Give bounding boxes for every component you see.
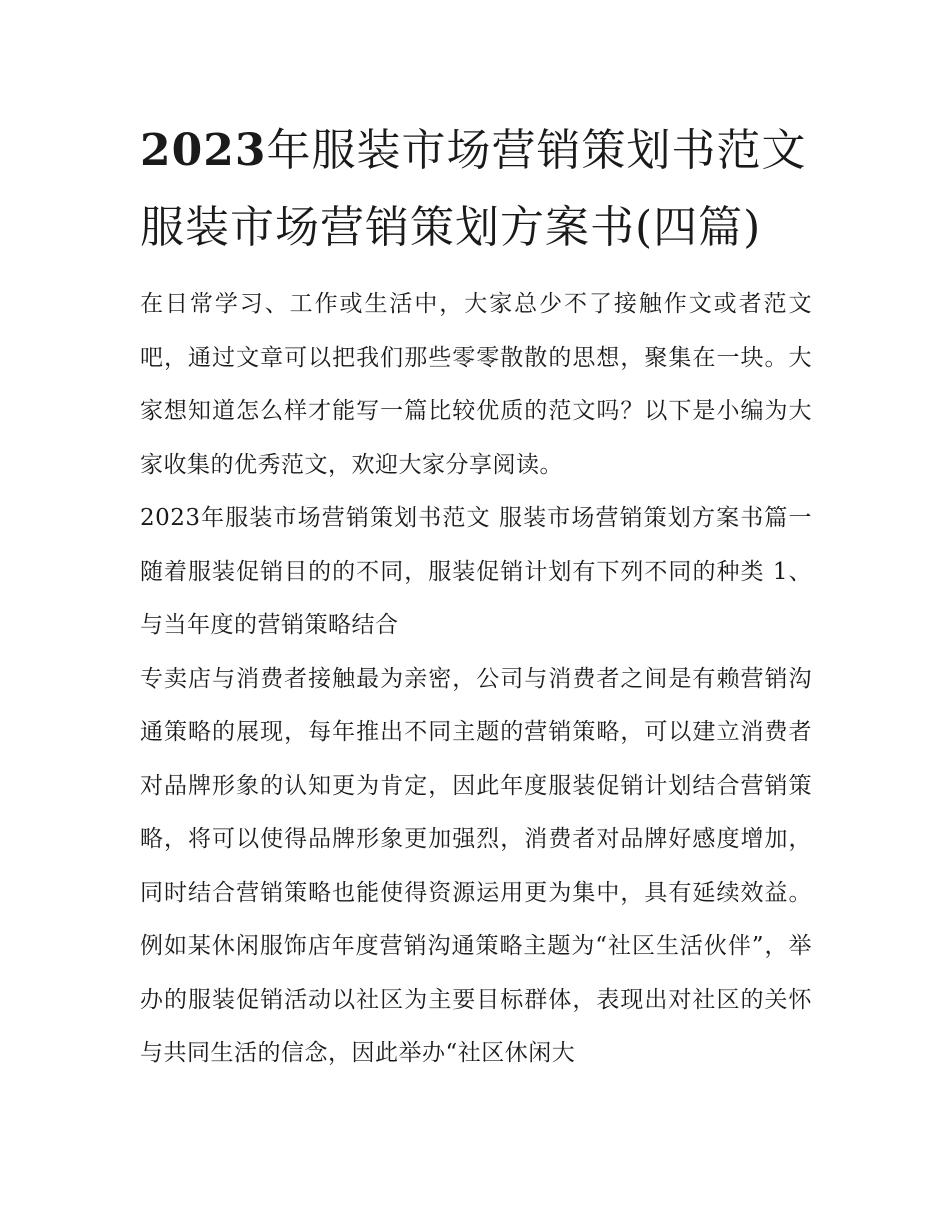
title-text: 年服装市场营销策划书范文 服装市场营销策划方案书(四篇) bbox=[140, 125, 807, 253]
paragraph-section-heading: 2023年服装市场营销策划书范文 服装市场营销策划方案书篇一 随着服装促销目的的不同，服装促销计划有下列不同的种类 1、与当年度的营销策略结合 bbox=[140, 505, 812, 638]
document-page bbox=[140, 112, 812, 1081]
paragraph-body: 专卖店与消费者接触最为亲密，公司与消费者之间是有赖营销沟通策略的展现，每年推出不同主题的营销策略，可以建立消费者对品牌形象的认知更为肯定，因此年度服装促销计划结合营销策略，将可以使得品牌形象更加强烈，消费者对品牌好感度增加，同时结合营销策略也能使得资源运用更为集中，具有延续效益。例如某休闲服饰店年度营销沟通策略主题为“社区生活伙伴”，举办的服装促销活动以社区为主要目标群体，表现出对社区的关怀与共同生活的信念，因此举办“社区休闲大 bbox=[140, 665, 812, 1066]
paragraph-intro: 在日常学习、工作或生活中，大家总少不了接触作文或者范文吧，通过文章可以把我们那些零零散散的思想，聚集在一块。大家想知道怎么样才能写一篇比较优质的范文吗？以下是小编为大家收集的优秀范文，欢迎大家分享阅读。 bbox=[140, 291, 812, 478]
document-title bbox=[140, 112, 812, 266]
title-year: 2023 bbox=[140, 125, 267, 176]
